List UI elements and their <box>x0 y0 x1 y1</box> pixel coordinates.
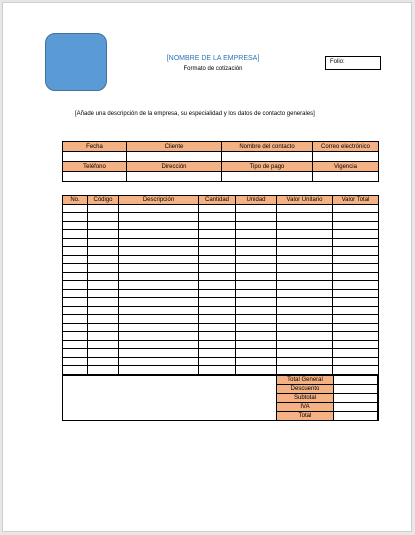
item-cell[interactable] <box>333 340 379 349</box>
item-cell[interactable] <box>63 255 88 264</box>
item-cell[interactable] <box>119 213 199 222</box>
item-cell[interactable] <box>119 238 199 247</box>
table-row[interactable] <box>63 349 379 358</box>
item-cell[interactable] <box>333 272 379 281</box>
item-cell[interactable] <box>277 264 333 273</box>
item-cell[interactable] <box>88 281 119 290</box>
item-cell[interactable] <box>277 289 333 298</box>
item-cell[interactable] <box>236 349 277 358</box>
item-cell[interactable] <box>333 289 379 298</box>
item-cell[interactable] <box>277 213 333 222</box>
table-row[interactable] <box>63 204 379 213</box>
info-header-cell: Dirección <box>127 162 222 172</box>
item-cell[interactable] <box>333 357 379 366</box>
totals-value[interactable] <box>334 394 379 403</box>
item-cell[interactable] <box>333 264 379 273</box>
item-cell[interactable] <box>333 238 379 247</box>
item-cell[interactable] <box>63 306 88 315</box>
totals-label: Descuento <box>277 385 334 394</box>
table-row[interactable] <box>63 281 379 290</box>
item-cell[interactable] <box>236 289 277 298</box>
item-cell[interactable] <box>333 298 379 307</box>
item-cell[interactable] <box>236 238 277 247</box>
items-header-unit-price: Valor Unitario <box>277 196 333 205</box>
item-cell[interactable] <box>88 204 119 213</box>
info-value-cell[interactable] <box>222 172 313 182</box>
item-cell[interactable] <box>119 366 199 375</box>
table-row[interactable] <box>63 213 379 222</box>
item-cell[interactable] <box>63 247 88 256</box>
folio-field[interactable]: Folio: <box>325 56 381 70</box>
item-cell[interactable] <box>199 272 236 281</box>
item-cell[interactable] <box>333 213 379 222</box>
item-cell[interactable] <box>88 213 119 222</box>
item-cell[interactable] <box>199 238 236 247</box>
item-cell[interactable] <box>88 357 119 366</box>
items-header-total: Valor Total <box>333 196 379 205</box>
item-cell[interactable] <box>88 255 119 264</box>
item-cell[interactable] <box>63 281 88 290</box>
item-cell[interactable] <box>63 315 88 324</box>
info-header-cell: Tipo de pago <box>222 162 313 172</box>
item-cell[interactable] <box>88 289 119 298</box>
item-cell[interactable] <box>333 323 379 332</box>
item-cell[interactable] <box>88 272 119 281</box>
table-row[interactable] <box>63 264 379 273</box>
item-cell[interactable] <box>333 306 379 315</box>
item-cell[interactable] <box>63 213 88 222</box>
item-cell[interactable] <box>63 366 88 375</box>
item-cell[interactable] <box>63 238 88 247</box>
item-cell[interactable] <box>199 281 236 290</box>
item-cell[interactable] <box>88 298 119 307</box>
items-body <box>63 204 379 374</box>
item-cell[interactable] <box>199 264 236 273</box>
item-cell[interactable] <box>236 255 277 264</box>
table-row[interactable] <box>63 332 379 341</box>
table-row[interactable] <box>63 366 379 375</box>
item-cell[interactable] <box>63 298 88 307</box>
item-cell[interactable] <box>63 349 88 358</box>
item-cell[interactable] <box>119 323 199 332</box>
item-cell[interactable] <box>277 204 333 213</box>
totals-label: Total General <box>277 376 334 385</box>
item-cell[interactable] <box>119 306 199 315</box>
item-cell[interactable] <box>63 340 88 349</box>
item-cell[interactable] <box>119 315 199 324</box>
item-cell[interactable] <box>277 349 333 358</box>
item-cell[interactable] <box>199 298 236 307</box>
items-table <box>62 195 379 375</box>
item-cell[interactable] <box>119 281 199 290</box>
company-name: [NOMBRE DE LA EMPRESA] <box>166 55 260 62</box>
item-cell[interactable] <box>236 323 277 332</box>
item-cell[interactable] <box>63 323 88 332</box>
client-info-table <box>62 141 379 182</box>
table-row[interactable] <box>63 357 379 366</box>
item-cell[interactable] <box>119 332 199 341</box>
totals-row <box>277 385 379 394</box>
totals-body <box>277 376 379 421</box>
item-cell[interactable] <box>236 357 277 366</box>
item-cell[interactable] <box>88 349 119 358</box>
totals-label: Total <box>277 412 334 421</box>
item-cell[interactable] <box>88 247 119 256</box>
table-row[interactable] <box>63 247 379 256</box>
item-cell[interactable] <box>199 332 236 341</box>
item-cell[interactable] <box>199 306 236 315</box>
item-cell[interactable] <box>277 315 333 324</box>
item-cell[interactable] <box>199 247 236 256</box>
info-header-row-2 <box>63 162 379 172</box>
item-cell[interactable] <box>236 230 277 239</box>
info-header-cell: Fecha <box>63 142 127 152</box>
totals-row <box>277 412 379 421</box>
item-cell[interactable] <box>119 272 199 281</box>
item-cell[interactable] <box>199 357 236 366</box>
info-value-cell[interactable] <box>127 172 222 182</box>
item-cell[interactable] <box>119 264 199 273</box>
item-cell[interactable] <box>199 315 236 324</box>
item-cell[interactable] <box>333 204 379 213</box>
item-cell[interactable] <box>63 357 88 366</box>
table-row[interactable] <box>63 306 379 315</box>
item-cell[interactable] <box>199 349 236 358</box>
item-cell[interactable] <box>199 340 236 349</box>
item-cell[interactable] <box>199 323 236 332</box>
item-cell[interactable] <box>199 255 236 264</box>
totals-value[interactable] <box>334 403 379 412</box>
item-cell[interactable] <box>277 357 333 366</box>
item-cell[interactable] <box>333 349 379 358</box>
items-header-unit: Unidad <box>236 196 277 205</box>
item-cell[interactable] <box>277 238 333 247</box>
totals-value[interactable] <box>334 385 379 394</box>
item-cell[interactable] <box>63 272 88 281</box>
info-value-cell[interactable] <box>313 172 379 182</box>
totals-row <box>277 394 379 403</box>
item-cell[interactable] <box>277 306 333 315</box>
item-cell[interactable] <box>88 264 119 273</box>
table-row[interactable] <box>63 315 379 324</box>
item-cell[interactable] <box>236 213 277 222</box>
item-cell[interactable] <box>277 281 333 290</box>
totals-table <box>276 375 379 421</box>
info-header-row-1 <box>63 142 379 152</box>
item-cell[interactable] <box>277 255 333 264</box>
item-cell[interactable] <box>199 289 236 298</box>
item-cell[interactable] <box>119 340 199 349</box>
item-cell[interactable] <box>236 221 277 230</box>
item-cell[interactable] <box>277 332 333 341</box>
item-cell[interactable] <box>236 272 277 281</box>
item-cell[interactable] <box>236 264 277 273</box>
items-header-description: Descripción <box>119 196 199 205</box>
totals-row <box>277 376 379 385</box>
info-value-cell[interactable] <box>127 152 222 162</box>
item-cell[interactable] <box>236 332 277 341</box>
info-header-cell: Teléfono <box>63 162 127 172</box>
item-cell[interactable] <box>333 247 379 256</box>
table-row[interactable] <box>63 238 379 247</box>
item-cell[interactable] <box>63 204 88 213</box>
item-cell[interactable] <box>199 204 236 213</box>
totals-row <box>277 403 379 412</box>
item-cell[interactable] <box>119 230 199 239</box>
items-header-no: No. <box>63 196 88 205</box>
item-cell[interactable] <box>119 247 199 256</box>
item-cell[interactable] <box>333 366 379 375</box>
totals-label: IVA <box>277 403 334 412</box>
item-cell[interactable] <box>119 255 199 264</box>
company-logo-placeholder <box>45 33 107 91</box>
item-cell[interactable] <box>88 332 119 341</box>
totals-value[interactable] <box>334 412 379 421</box>
item-cell[interactable] <box>236 204 277 213</box>
item-cell[interactable] <box>236 366 277 375</box>
item-cell[interactable] <box>277 221 333 230</box>
item-cell[interactable] <box>63 221 88 230</box>
info-value-cell[interactable] <box>63 172 127 182</box>
item-cell[interactable] <box>88 323 119 332</box>
items-header-code: Código <box>88 196 119 205</box>
document-page <box>2 2 412 532</box>
table-row[interactable] <box>63 230 379 239</box>
info-header-cell: Vigencia <box>313 162 379 172</box>
item-cell[interactable] <box>88 221 119 230</box>
items-header-row <box>63 196 379 205</box>
item-cell[interactable] <box>236 340 277 349</box>
item-cell[interactable] <box>63 264 88 273</box>
table-row[interactable] <box>63 255 379 264</box>
item-cell[interactable] <box>277 272 333 281</box>
item-cell[interactable] <box>88 315 119 324</box>
item-cell[interactable] <box>277 366 333 375</box>
item-cell[interactable] <box>63 289 88 298</box>
item-cell[interactable] <box>199 366 236 375</box>
item-cell[interactable] <box>119 298 199 307</box>
item-cell[interactable] <box>119 221 199 230</box>
info-header-cell: Nombre del contacto <box>222 142 313 152</box>
item-cell[interactable] <box>236 306 277 315</box>
info-header-cell: Cliente <box>127 142 222 152</box>
info-value-cell[interactable] <box>222 152 313 162</box>
items-header-quantity: Cantidad <box>199 196 236 205</box>
item-cell[interactable] <box>199 213 236 222</box>
totals-label: Subtotal <box>277 394 334 403</box>
item-cell[interactable] <box>333 332 379 341</box>
item-cell[interactable] <box>277 323 333 332</box>
info-value-cell[interactable] <box>63 152 127 162</box>
info-header-cell: Correo electrónico <box>313 142 379 152</box>
item-cell[interactable] <box>333 315 379 324</box>
item-cell[interactable] <box>199 221 236 230</box>
item-cell[interactable] <box>199 230 236 239</box>
item-cell[interactable] <box>88 230 119 239</box>
item-cell[interactable] <box>277 340 333 349</box>
table-row[interactable] <box>63 272 379 281</box>
info-value-cell[interactable] <box>313 152 379 162</box>
item-cell[interactable] <box>277 298 333 307</box>
item-cell[interactable] <box>63 332 88 341</box>
item-cell[interactable] <box>236 247 277 256</box>
item-cell[interactable] <box>333 230 379 239</box>
item-cell[interactable] <box>236 315 277 324</box>
table-row[interactable] <box>63 340 379 349</box>
item-cell[interactable] <box>333 221 379 230</box>
item-cell[interactable] <box>88 340 119 349</box>
table-row[interactable] <box>63 289 379 298</box>
item-cell[interactable] <box>88 306 119 315</box>
item-cell[interactable] <box>119 349 199 358</box>
item-cell[interactable] <box>119 357 199 366</box>
item-cell[interactable] <box>88 238 119 247</box>
table-row[interactable] <box>63 298 379 307</box>
item-cell[interactable] <box>277 247 333 256</box>
totals-value[interactable] <box>334 376 379 385</box>
company-description: [Añade una descripción de la empresa, su especialidad y los datos de contacto generales] <box>75 111 315 117</box>
item-cell[interactable] <box>277 230 333 239</box>
item-cell[interactable] <box>119 289 199 298</box>
table-row[interactable] <box>63 323 379 332</box>
info-value-row-2[interactable] <box>63 172 379 182</box>
item-cell[interactable] <box>333 255 379 264</box>
table-row[interactable] <box>63 221 379 230</box>
item-cell[interactable] <box>119 204 199 213</box>
item-cell[interactable] <box>88 366 119 375</box>
item-cell[interactable] <box>333 281 379 290</box>
item-cell[interactable] <box>236 281 277 290</box>
item-cell[interactable] <box>63 230 88 239</box>
document-subtitle: Formato de cotización <box>183 66 243 72</box>
info-value-row-1[interactable] <box>63 152 379 162</box>
item-cell[interactable] <box>236 298 277 307</box>
